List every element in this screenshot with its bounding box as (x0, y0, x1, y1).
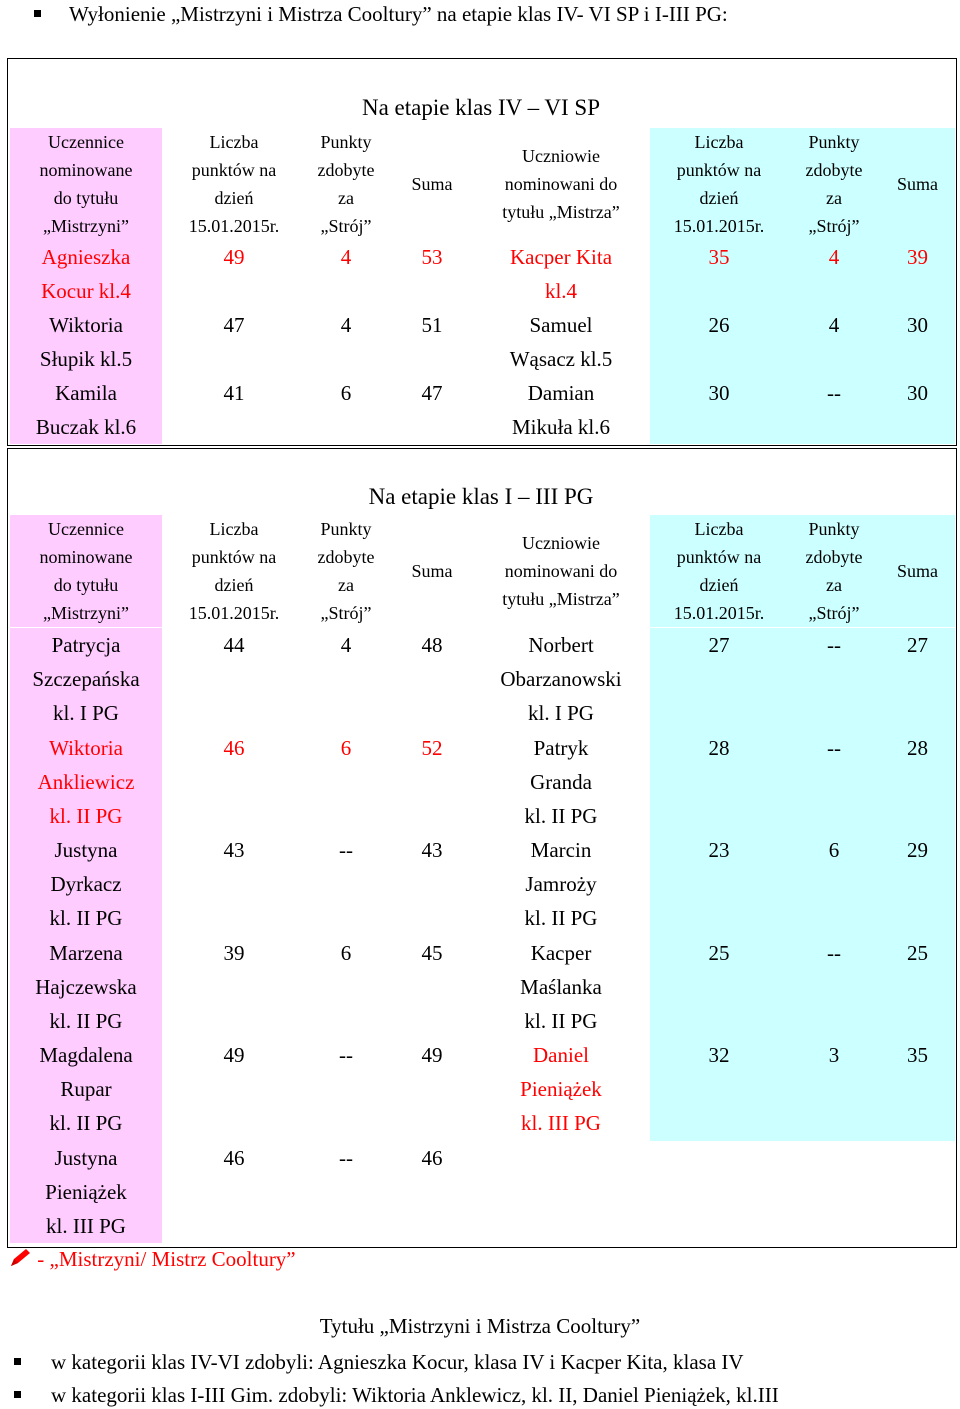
girl-nominee (10, 1038, 162, 1141)
square-bullet-icon (14, 1391, 21, 1398)
section-iv-vi-title: Na etapie klas IV – VI SP (361, 95, 601, 120)
boys-header-line: nominowani do (504, 561, 618, 581)
girl-points: 46 (223, 735, 245, 760)
outfit-header-b-line: „Strój” (808, 216, 860, 236)
outfit-header-b-line: Punkty (808, 132, 860, 152)
boy-outfit-points: -- (788, 628, 880, 731)
outfit-header-line: za (338, 575, 354, 595)
points-header-b-line: Liczba (694, 519, 744, 539)
boy-points: 35 (650, 240, 788, 308)
boy-nominee (473, 308, 649, 376)
outfit-header-line: Punkty (320, 519, 372, 539)
girl-nominee-line: Pieniążek (45, 1179, 127, 1204)
points-header-b-line: dzień (699, 575, 739, 595)
square-bullet-icon (34, 10, 41, 17)
outfit-header-line: zdobyte (317, 547, 375, 567)
girl-nominee-line: kl. II PG (49, 803, 123, 828)
boy-nominee (473, 731, 649, 834)
boy-outfit-points: -- (788, 936, 880, 1039)
girls-header-line: nominowane (39, 547, 133, 567)
outfit-header-line: Punkty (320, 132, 372, 152)
girl-nominee-line: Justyna (54, 1145, 118, 1170)
girl-nominee (10, 731, 162, 834)
boy-sum: 39 (880, 240, 955, 308)
girl-sum: 43 (421, 838, 443, 862)
girl-nominee-line: Agnieszka (41, 245, 131, 269)
boy-outfit-points: -- (788, 376, 880, 444)
outfit-header-line: „Strój” (320, 216, 372, 236)
girl-nominee-line: kl. II PG (49, 1008, 123, 1033)
girl-sum: 49 (421, 1043, 443, 1067)
girl-nominee-line: Kocur kl.4 (41, 279, 131, 303)
girl-points: 43 (223, 838, 245, 862)
points-header-line: punktów na (191, 547, 277, 567)
boy-nominee-line: Wąsacz kl.5 (509, 347, 613, 371)
boy-sum: 30 (880, 376, 955, 444)
girl-nominee (10, 308, 162, 376)
girl-outfit-points: -- (339, 838, 353, 862)
boy-outfit-points: 4 (788, 308, 880, 376)
girl-nominee-line: Dyrkacz (50, 872, 122, 896)
points-header-b (650, 128, 788, 240)
boy-nominee-line: Granda (530, 769, 592, 794)
summary-line-iv-vi: w kategorii klas IV-VI zdobyli: Agnieszka Kocur, klasa IV i Kacper Kita, klasa IV (14, 1348, 744, 1376)
boy-nominee-line: Marcin (530, 838, 592, 862)
outfit-header-b-line: za (826, 575, 842, 595)
girl-outfit-points: -- (339, 1145, 353, 1170)
sum-header: Suma (411, 174, 453, 194)
boy-points: 28 (650, 731, 788, 834)
points-header (168, 128, 300, 240)
boys-header-line: Uczniowie (522, 533, 600, 553)
girl-nominee-line: Rupar (60, 1077, 112, 1101)
outfit-header (300, 515, 392, 627)
girl-nominee-line: Hajczewska (35, 974, 137, 999)
boy-points: 26 (650, 308, 788, 376)
girl-outfit-points: 4 (340, 245, 352, 269)
boy-nominee (473, 833, 649, 936)
boy-nominee-line: kl. II PG (524, 906, 598, 930)
girl-nominee (10, 936, 162, 1039)
outfit-header-b (788, 128, 880, 240)
boy-nominee (473, 628, 649, 731)
girls-header-line: do tytułu (53, 188, 119, 208)
girl-nominee-line: Ankliewicz (37, 769, 135, 794)
sum-header-b: Suma (880, 515, 955, 627)
outfit-header-b-line: Punkty (808, 519, 860, 539)
boy-sum: 35 (880, 1038, 955, 1141)
boy-points: 23 (650, 833, 788, 936)
girl-outfit-points: -- (339, 1043, 353, 1067)
girls-header-line: „Mistrzyni” (43, 603, 129, 623)
pencil-icon (8, 1247, 32, 1269)
girl-sum: 47 (421, 381, 443, 405)
points-header-line: dzień (214, 575, 254, 595)
girl-points: 39 (223, 940, 245, 965)
boy-nominee (473, 376, 649, 444)
girls-header (10, 515, 162, 627)
boy-nominee-line: Kacper (530, 940, 592, 965)
boy-nominee-line: Pieniążek (520, 1077, 602, 1101)
square-bullet-icon (14, 1358, 21, 1365)
girl-sum: 45 (421, 940, 443, 965)
points-header-b-line: 15.01.2015r. (673, 216, 765, 236)
points-header-line: dzień (214, 188, 254, 208)
points-header-line: Liczba (209, 132, 259, 152)
boy-points: 32 (650, 1038, 788, 1141)
points-header-b-line: dzień (699, 188, 739, 208)
boy-outfit-points: 3 (788, 1038, 880, 1141)
girl-nominee-line: Wiktoria (49, 735, 123, 760)
points-header-line: Liczba (209, 519, 259, 539)
boy-points: 27 (650, 628, 788, 731)
girl-outfit-points: 6 (340, 940, 352, 965)
boys-header (473, 128, 649, 240)
girl-nominee-line: kl. I PG (53, 701, 119, 725)
boy-nominee (473, 936, 649, 1039)
sum-header-b: Suma (880, 128, 955, 240)
girl-nominee-line: kl. II PG (49, 1111, 123, 1135)
girl-nominee-line: Buczak kl.6 (35, 415, 137, 439)
boy-nominee-line: Kacper Kita (509, 245, 613, 269)
boy-nominee-line: Maślanka (520, 974, 602, 999)
girl-points: 41 (223, 381, 245, 405)
girl-points: 49 (223, 1043, 245, 1067)
outfit-header-line: „Strój” (320, 603, 372, 623)
boy-outfit-points: 6 (788, 833, 880, 936)
boy-nominee-line: kl. I PG (528, 701, 594, 725)
boy-outfit-points: 4 (788, 240, 880, 308)
boy-nominee (473, 240, 649, 308)
boy-nominee-line: Damian (527, 381, 595, 405)
girl-points: 44 (223, 633, 245, 657)
outfit-header-b-line: zdobyte (805, 547, 863, 567)
points-header-line: 15.01.2015r. (188, 603, 280, 623)
girl-nominee-line: Justyna (54, 838, 118, 862)
boy-sum: 27 (880, 628, 955, 731)
legend (8, 1244, 296, 1274)
summary-line-i-iii: w kategorii klas I-III Gim. zdobyli: Wiktoria Anklewicz, kl. II, Daniel Pieniążek, kl.III (14, 1381, 779, 1409)
boy-nominee-line: kl.4 (544, 279, 578, 303)
boys-header-line: Uczniowie (522, 146, 600, 166)
girl-nominee (10, 628, 162, 731)
girls-header-line: do tytułu (53, 575, 119, 595)
boy-nominee-line: Patryk (533, 735, 589, 760)
points-header-line: 15.01.2015r. (188, 216, 280, 236)
girl-points: 47 (223, 313, 245, 337)
girls-header-line: Uczennice (48, 132, 124, 152)
boy-points: 25 (650, 936, 788, 1039)
boy-outfit-points: -- (788, 731, 880, 834)
boy-nominee-line: Mikuła kl.6 (512, 415, 610, 439)
outfit-header-b (788, 515, 880, 627)
boy-nominee-line: Samuel (529, 313, 593, 337)
boy-nominee-line: Obarzanowski (500, 667, 622, 691)
girl-nominee-line: kl. II PG (49, 906, 123, 930)
outfit-header-line: za (338, 188, 354, 208)
boy-nominee-line: kl. III PG (521, 1111, 601, 1135)
page-heading: Wyłonienie „Mistrzyni i Mistrza Cooltury” na etapie klas IV- VI SP i I-III PG: (34, 2, 728, 26)
outfit-header-b-line: za (826, 188, 842, 208)
outfit-header-line: zdobyte (317, 160, 375, 180)
boy-nominee-line: kl. II PG (524, 1008, 598, 1033)
girl-nominee (10, 1141, 162, 1244)
girl-sum: 46 (421, 1145, 443, 1170)
girl-outfit-points: 6 (340, 735, 352, 760)
girl-nominee-line: Wiktoria (49, 313, 123, 337)
points-header-b-line: punktów na (676, 547, 762, 567)
points-header-b (650, 515, 788, 627)
girl-nominee-line: Patrycja (51, 633, 121, 657)
section-i-iii-title: Na etapie klas I – III PG (368, 484, 594, 509)
girl-nominee-line: Kamila (55, 381, 117, 405)
girl-outfit-points: 4 (340, 313, 352, 337)
girl-sum: 53 (421, 245, 443, 269)
boy-nominee (473, 1038, 649, 1141)
girl-nominee-line: Szczepańska (32, 667, 140, 691)
girls-header-line: „Mistrzyni” (43, 216, 129, 236)
girl-sum: 48 (421, 633, 443, 657)
girl-nominee (10, 833, 162, 936)
boy-nominee-line: Norbert (528, 633, 594, 657)
outfit-header-b-line: „Strój” (808, 603, 860, 623)
points-header-b-line: punktów na (676, 160, 762, 180)
summary-title: Tytułu „Mistrzyni i Mistrza Cooltury” (319, 1314, 641, 1338)
boy-nominee-line: kl. II PG (524, 803, 598, 828)
girls-header-line: Uczennice (48, 519, 124, 539)
boys-header (473, 515, 649, 627)
girl-nominee-line: kl. III PG (46, 1213, 126, 1238)
girl-sum: 51 (421, 313, 443, 337)
girl-nominee (10, 240, 162, 308)
girl-nominee-line: Marzena (49, 940, 123, 965)
boy-sum: 30 (880, 308, 955, 376)
outfit-header (300, 128, 392, 240)
girl-points: 49 (223, 245, 245, 269)
girl-nominee-line: Magdalena (39, 1043, 133, 1067)
legend-text: - „Mistrzyni/ Mistrz Cooltury” (37, 1247, 296, 1271)
boys-header-line: nominowani do (504, 174, 618, 194)
girls-header (10, 128, 162, 240)
boy-sum: 29 (880, 833, 955, 936)
sum-header: Suma (411, 561, 453, 581)
outfit-header-b-line: zdobyte (805, 160, 863, 180)
points-header-b-line: 15.01.2015r. (673, 603, 765, 623)
boys-header-line: tytułu „Mistrza” (502, 202, 620, 222)
boy-nominee-line: Jamroży (525, 872, 597, 896)
boy-sum: 25 (880, 936, 955, 1039)
girl-nominee (10, 376, 162, 444)
points-header-b-line: Liczba (694, 132, 744, 152)
girl-nominee-line: Słupik kl.5 (39, 347, 133, 371)
boy-points: 30 (650, 376, 788, 444)
boy-sum: 28 (880, 731, 955, 834)
girl-outfit-points: 4 (340, 633, 352, 657)
boy-nominee-line: Daniel (533, 1043, 589, 1067)
girl-outfit-points: 6 (340, 381, 352, 405)
girl-points: 46 (223, 1145, 245, 1170)
points-header (168, 515, 300, 627)
girls-header-line: nominowane (39, 160, 133, 180)
boys-header-line: tytułu „Mistrza” (502, 589, 620, 609)
points-header-line: punktów na (191, 160, 277, 180)
girl-sum: 52 (421, 735, 443, 760)
